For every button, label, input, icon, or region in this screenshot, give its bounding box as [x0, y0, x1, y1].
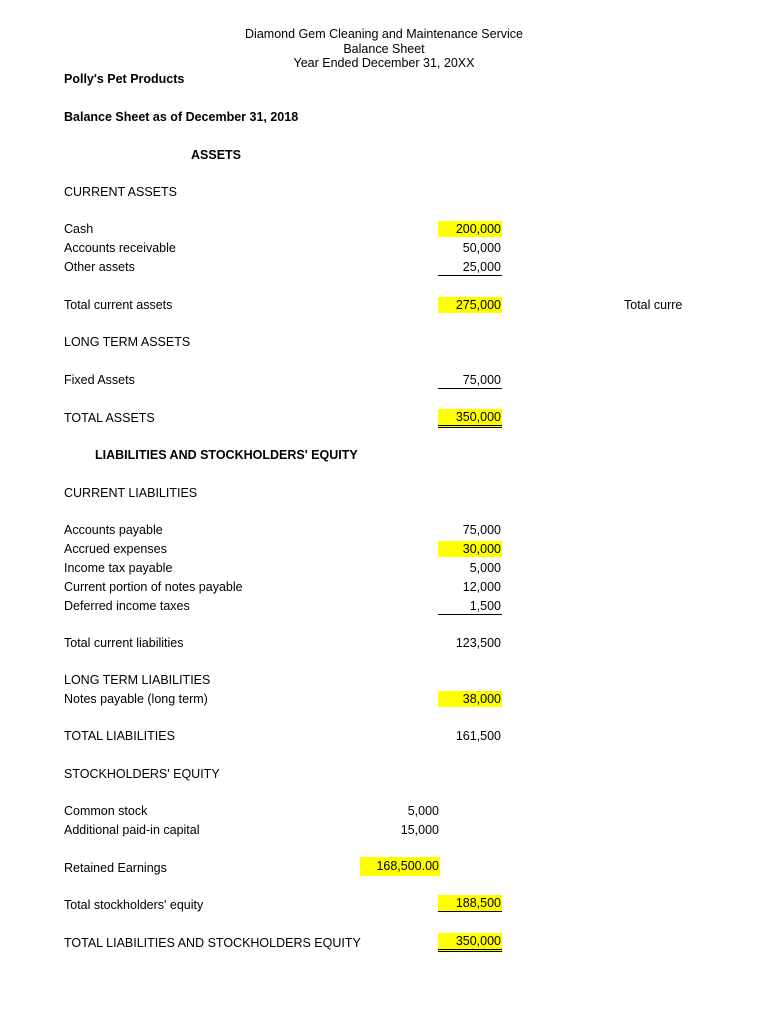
- current-assets-heading: CURRENT ASSETS: [64, 185, 177, 199]
- accounts-receivable-value: 50,000: [462, 241, 501, 255]
- other-assets-value: 25,000: [438, 259, 502, 276]
- total-stockholders-equity-value: 188,500: [438, 895, 502, 912]
- accounts-payable-value: 75,000: [462, 523, 501, 537]
- sheet-subtitle: Balance Sheet as of December 31, 2018: [64, 110, 299, 124]
- notes-payable-value: 38,000: [438, 691, 502, 707]
- total-assets-label: TOTAL ASSETS: [64, 411, 155, 425]
- side-note: Total curre: [624, 298, 683, 312]
- deferred-income-taxes-label: Deferred income taxes: [64, 599, 190, 613]
- report-header-line1: Diamond Gem Cleaning and Maintenance Service: [245, 27, 523, 41]
- accrued-expenses-value: 30,000: [438, 541, 502, 557]
- total-liabilities-label: TOTAL LIABILITIES: [64, 729, 175, 743]
- notes-payable-label: Notes payable (long term): [64, 692, 208, 706]
- retained-earnings-value: 168,500.00: [360, 857, 440, 876]
- cash-label: Cash: [64, 222, 94, 236]
- total-liabilities-equity-value: 350,000: [438, 933, 502, 952]
- fixed-assets-value: 75,000: [438, 372, 502, 389]
- fixed-assets-label: Fixed Assets: [64, 373, 135, 387]
- accounts-payable-label: Accounts payable: [64, 523, 163, 537]
- cash-value: 200,000: [438, 221, 502, 237]
- income-tax-payable-label: Income tax payable: [64, 561, 173, 575]
- assets-heading: ASSETS: [191, 148, 242, 162]
- long-term-assets-heading: LONG TERM ASSETS: [64, 335, 191, 349]
- report-header-line2: Balance Sheet: [343, 42, 425, 56]
- stockholders-equity-heading: STOCKHOLDERS' EQUITY: [64, 767, 220, 781]
- liabilities-equity-heading: LIABILITIES AND STOCKHOLDERS' EQUITY: [95, 448, 358, 462]
- additional-paid-in-capital-value: 15,000: [400, 823, 439, 837]
- common-stock-label: Common stock: [64, 804, 148, 818]
- current-notes-payable-value: 12,000: [462, 580, 501, 594]
- additional-paid-in-capital-label: Additional paid-in capital: [64, 823, 200, 837]
- total-current-liabilities-label: Total current liabilities: [64, 636, 184, 650]
- long-term-liabilities-heading: LONG TERM LIABILITIES: [64, 673, 211, 687]
- other-assets-label: Other assets: [64, 260, 135, 274]
- total-current-assets-label: Total current assets: [64, 298, 173, 312]
- total-current-liabilities-value: 123,500: [455, 636, 501, 650]
- income-tax-payable-value: 5,000: [469, 561, 501, 575]
- total-liabilities-equity-label: TOTAL LIABILITIES AND STOCKHOLDERS EQUITY: [64, 936, 361, 950]
- report-header-line3: Year Ended December 31, 20XX: [293, 56, 475, 70]
- total-stockholders-equity-label: Total stockholders' equity: [64, 898, 204, 912]
- retained-earnings-label: Retained Earnings: [64, 861, 167, 875]
- current-liabilities-heading: CURRENT LIABILITIES: [64, 486, 198, 500]
- total-liabilities-value: 161,500: [455, 729, 501, 743]
- accrued-expenses-label: Accrued expenses: [64, 542, 167, 556]
- company-name: Polly's Pet Products: [64, 72, 185, 86]
- total-assets-value: 350,000: [438, 409, 502, 428]
- current-notes-payable-label: Current portion of notes payable: [64, 580, 243, 594]
- accounts-receivable-label: Accounts receivable: [64, 241, 176, 255]
- common-stock-value: 5,000: [407, 804, 439, 818]
- total-current-assets-value: 275,000: [438, 297, 502, 313]
- deferred-income-taxes-value: 1,500: [438, 598, 502, 615]
